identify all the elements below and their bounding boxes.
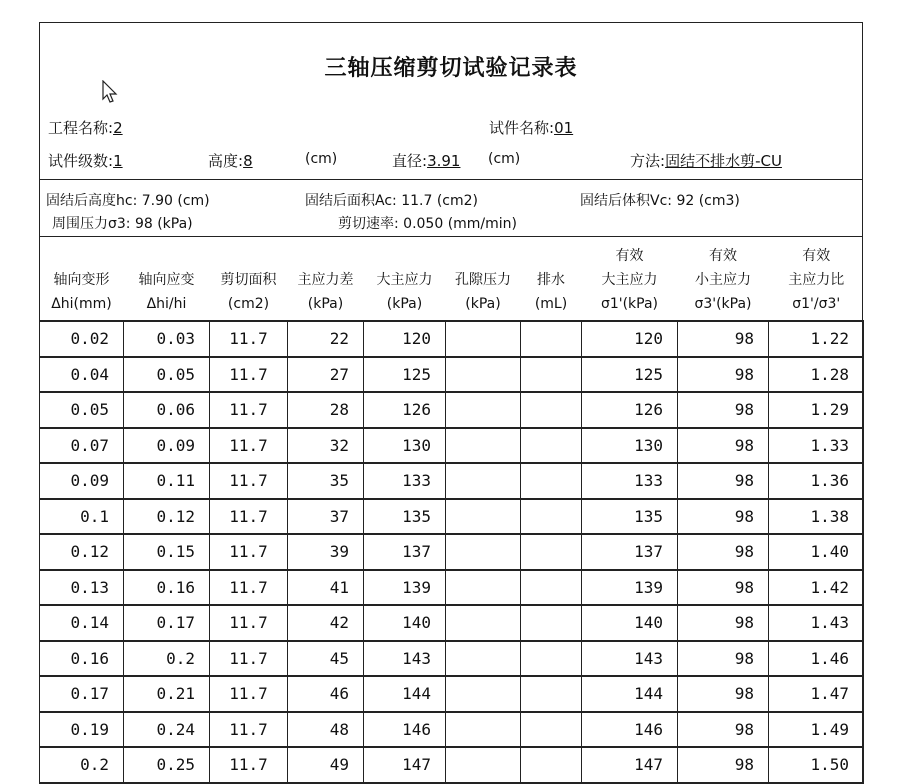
table-cell: 0.07 — [40, 428, 124, 464]
col-header: 孔隙压力 (kPa) — [446, 236, 521, 321]
table-cell: 11.7 — [210, 499, 288, 535]
diameter-unit: (cm) — [488, 151, 521, 167]
table-cell: 130 — [582, 428, 678, 464]
table-cell: 98 — [678, 641, 769, 677]
grade-value: 1 — [113, 152, 123, 170]
sheet-title: 三轴压缩剪切试验记录表 — [324, 55, 578, 81]
table-cell: 0.12 — [40, 534, 124, 570]
table-row — [40, 641, 864, 677]
table-cell: 11.7 — [210, 712, 288, 748]
data-table — [39, 236, 864, 784]
table-cell: 0.05 — [40, 392, 124, 428]
table-cell: 143 — [364, 641, 446, 677]
diameter-label: 直径: — [392, 152, 428, 170]
table-cell: 0.25 — [124, 747, 210, 783]
table-cell: 11.7 — [210, 641, 288, 677]
table-cell: 126 — [582, 392, 678, 428]
table-cell: 11.7 — [210, 463, 288, 499]
table-row — [40, 712, 864, 748]
table-cell: 32 — [288, 428, 364, 464]
table-cell — [521, 392, 582, 428]
table-cell — [446, 392, 521, 428]
table-cell: 46 — [288, 676, 364, 712]
table-cell: 120 — [364, 321, 446, 357]
table-cell: 135 — [364, 499, 446, 535]
table-cell: 144 — [364, 676, 446, 712]
table-cell — [446, 463, 521, 499]
table-body — [40, 321, 864, 783]
table-cell: 45 — [288, 641, 364, 677]
table-row — [40, 605, 864, 641]
table-cell: 11.7 — [210, 428, 288, 464]
table-cell: 1.42 — [769, 570, 864, 606]
table-cell: 1.40 — [769, 534, 864, 570]
table-cell: 0.11 — [124, 463, 210, 499]
table-cell: 0.17 — [124, 605, 210, 641]
table-cell: 137 — [582, 534, 678, 570]
grade-label: 试件级数: — [48, 152, 114, 170]
table-cell: 39 — [288, 534, 364, 570]
table-cell: 126 — [364, 392, 446, 428]
table-cell: 0.09 — [40, 463, 124, 499]
table-cell: 11.7 — [210, 570, 288, 606]
table-cell — [521, 676, 582, 712]
table-cell: 11.7 — [210, 392, 288, 428]
record-sheet — [39, 22, 863, 782]
table-cell: 0.19 — [40, 712, 124, 748]
table-cell — [446, 712, 521, 748]
table-cell — [521, 534, 582, 570]
table-cell — [521, 605, 582, 641]
table-cell: 133 — [582, 463, 678, 499]
table-cell: 98 — [678, 712, 769, 748]
table-cell: 130 — [364, 428, 446, 464]
table-cell: 133 — [364, 463, 446, 499]
table-cell: 0.16 — [40, 641, 124, 677]
table-cell: 137 — [364, 534, 446, 570]
table-cell — [446, 499, 521, 535]
table-cell — [521, 747, 582, 783]
project-name-value: 2 — [113, 119, 123, 137]
method-label: 方法: — [630, 152, 666, 170]
table-cell: 0.16 — [124, 570, 210, 606]
param-vc: 固结后体积Vc: 92 (cm3) — [580, 193, 740, 209]
col-header: 轴向应变 Δhi/hi — [124, 236, 210, 321]
table-cell: 146 — [364, 712, 446, 748]
param-sigma3: 周围压力σ3: 98 (kPa) — [52, 216, 193, 232]
table-cell — [521, 499, 582, 535]
table-cell: 1.50 — [769, 747, 864, 783]
project-name-label: 工程名称: — [48, 119, 114, 137]
table-cell: 98 — [678, 321, 769, 357]
table-cell: 0.21 — [124, 676, 210, 712]
table-cell: 49 — [288, 747, 364, 783]
table-cell: 11.7 — [210, 605, 288, 641]
col-header: 主应力差 (kPa) — [288, 236, 364, 321]
table-cell: 0.09 — [124, 428, 210, 464]
table-cell: 0.15 — [124, 534, 210, 570]
table-cell — [446, 534, 521, 570]
grade-field — [48, 150, 123, 171]
col-header: 轴向变形 Δhi(mm) — [40, 236, 124, 321]
height-unit: (cm) — [305, 151, 338, 167]
table-row — [40, 747, 864, 783]
table-cell: 0.24 — [124, 712, 210, 748]
table-cell: 0.1 — [40, 499, 124, 535]
table-cell: 28 — [288, 392, 364, 428]
table-cell — [521, 641, 582, 677]
table-cell: 1.33 — [769, 428, 864, 464]
table-cell — [521, 321, 582, 357]
param-rate: 剪切速率: 0.050 (mm/min) — [338, 216, 518, 232]
table-cell: 0.05 — [124, 357, 210, 393]
col-header: 剪切面积 (cm2) — [210, 236, 288, 321]
table-cell: 125 — [582, 357, 678, 393]
table-cell — [521, 570, 582, 606]
table-cell: 1.46 — [769, 641, 864, 677]
table-cell: 139 — [582, 570, 678, 606]
table-cell: 98 — [678, 428, 769, 464]
table-row — [40, 499, 864, 535]
table-cell: 0.13 — [40, 570, 124, 606]
specimen-name-value: 01 — [554, 119, 574, 137]
table-cell: 125 — [364, 357, 446, 393]
table-cell: 1.47 — [769, 676, 864, 712]
table-row — [40, 463, 864, 499]
table-cell: 0.2 — [40, 747, 124, 783]
table-cell: 35 — [288, 463, 364, 499]
table-cell: 140 — [582, 605, 678, 641]
table-cell: 42 — [288, 605, 364, 641]
table-cell: 22 — [288, 321, 364, 357]
table-cell: 98 — [678, 463, 769, 499]
table-cell: 0.04 — [40, 357, 124, 393]
table-row — [40, 428, 864, 464]
table-row — [40, 357, 864, 393]
col-header: 有效 主应力比 σ1'/σ3' — [769, 236, 864, 321]
table-row — [40, 676, 864, 712]
table-cell: 98 — [678, 570, 769, 606]
mouse-pointer-icon — [102, 80, 118, 108]
param-hc: 固结后高度hc: 7.90 (cm) — [46, 193, 210, 209]
table-cell: 98 — [678, 357, 769, 393]
table-cell: 0.02 — [40, 321, 124, 357]
table-cell: 41 — [288, 570, 364, 606]
table-cell — [446, 605, 521, 641]
table-cell: 0.14 — [40, 605, 124, 641]
table-cell: 147 — [582, 747, 678, 783]
table-row — [40, 392, 864, 428]
table-row — [40, 570, 864, 606]
diameter-value: 3.91 — [427, 152, 461, 170]
col-header: 有效 大主应力 σ1'(kPa) — [582, 236, 678, 321]
table-cell: 144 — [582, 676, 678, 712]
table-cell: 11.7 — [210, 747, 288, 783]
table-row — [40, 321, 864, 357]
specimen-name-field — [489, 117, 573, 138]
col-header: 大主应力 (kPa) — [364, 236, 446, 321]
table-cell: 48 — [288, 712, 364, 748]
table-cell — [521, 357, 582, 393]
table-cell: 1.43 — [769, 605, 864, 641]
method-field — [630, 150, 782, 171]
table-cell: 139 — [364, 570, 446, 606]
diameter-field — [392, 150, 460, 171]
table-cell: 98 — [678, 676, 769, 712]
table-cell: 37 — [288, 499, 364, 535]
specimen-name-label: 试件名称: — [489, 119, 555, 137]
table-cell: 0.17 — [40, 676, 124, 712]
table-cell — [521, 463, 582, 499]
table-cell: 140 — [364, 605, 446, 641]
table-cell: 147 — [364, 747, 446, 783]
method-value: 固结不排水剪-CU — [665, 152, 782, 170]
table-cell: 11.7 — [210, 321, 288, 357]
table-cell — [446, 321, 521, 357]
col-header: 有效 小主应力 σ3'(kPa) — [678, 236, 769, 321]
table-cell: 1.38 — [769, 499, 864, 535]
table-cell: 1.29 — [769, 392, 864, 428]
height-field — [208, 150, 253, 171]
table-cell: 11.7 — [210, 357, 288, 393]
table-cell: 98 — [678, 605, 769, 641]
table-cell: 98 — [678, 534, 769, 570]
project-name-field — [48, 117, 123, 138]
table-cell — [446, 570, 521, 606]
table-header — [40, 236, 864, 321]
table-cell: 146 — [582, 712, 678, 748]
table-cell: 98 — [678, 747, 769, 783]
table-cell — [446, 357, 521, 393]
table-cell: 135 — [582, 499, 678, 535]
table-cell: 0.2 — [124, 641, 210, 677]
col-header: 排水 (mL) — [521, 236, 582, 321]
table-cell — [446, 641, 521, 677]
table-cell: 0.06 — [124, 392, 210, 428]
table-cell: 1.49 — [769, 712, 864, 748]
table-cell — [446, 676, 521, 712]
table-cell: 98 — [678, 392, 769, 428]
info-divider — [40, 179, 862, 180]
height-label: 高度: — [208, 152, 244, 170]
table-cell: 1.28 — [769, 357, 864, 393]
table-cell: 11.7 — [210, 534, 288, 570]
param-ac: 固结后面积Ac: 11.7 (cm2) — [305, 193, 478, 209]
table-cell: 143 — [582, 641, 678, 677]
table-row — [40, 534, 864, 570]
table-cell: 98 — [678, 499, 769, 535]
table-cell: 0.03 — [124, 321, 210, 357]
table-cell — [446, 747, 521, 783]
table-cell: 120 — [582, 321, 678, 357]
table-cell: 0.12 — [124, 499, 210, 535]
table-cell — [521, 428, 582, 464]
table-cell: 27 — [288, 357, 364, 393]
table-cell: 11.7 — [210, 676, 288, 712]
table-cell: 1.36 — [769, 463, 864, 499]
table-cell — [446, 428, 521, 464]
table-cell: 1.22 — [769, 321, 864, 357]
table-cell — [521, 712, 582, 748]
height-value: 8 — [243, 152, 253, 170]
